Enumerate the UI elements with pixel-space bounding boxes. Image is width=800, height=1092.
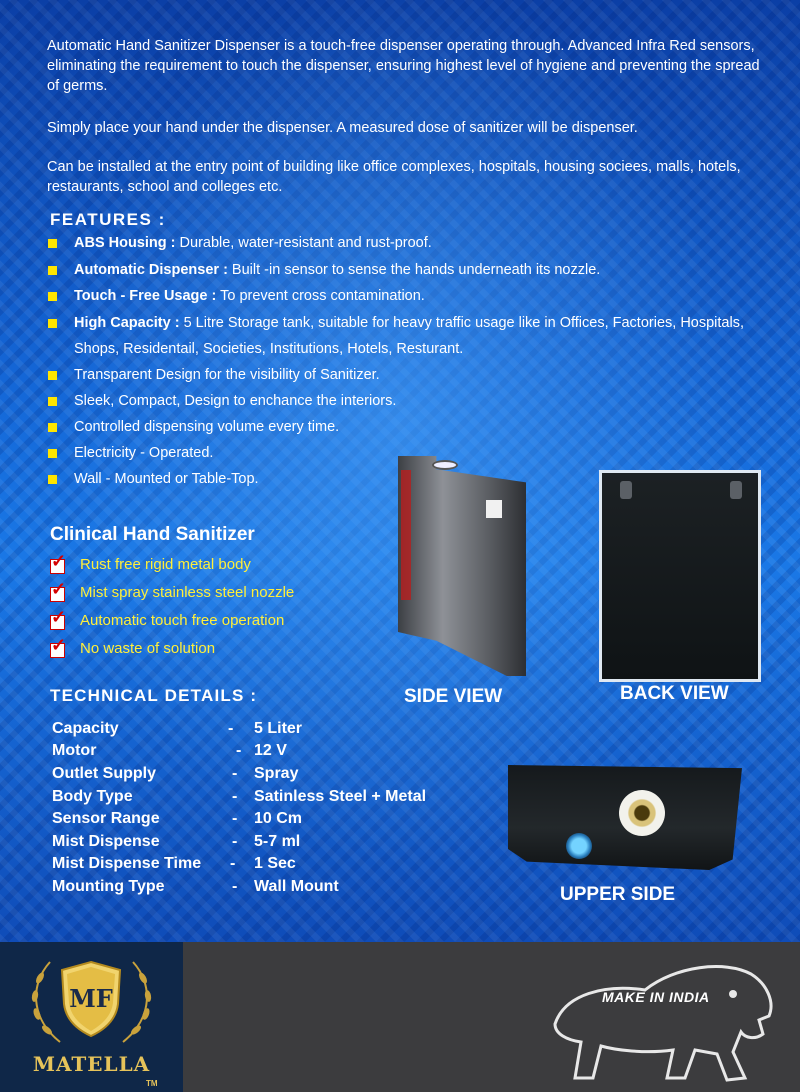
- make-in-india-lion-icon: [545, 954, 785, 1086]
- feature-text: Transparent Design for the visibility of Sanitizer.: [74, 367, 380, 383]
- technical-heading: TECHNICAL DETAILS :: [50, 686, 258, 705]
- sensor-knob-icon: [566, 833, 592, 859]
- spec-value: 5 Liter: [254, 720, 303, 737]
- spec-dash: -: [232, 810, 238, 827]
- bullet-square-icon: [48, 397, 57, 406]
- spec-value: 10 Cm: [254, 810, 303, 827]
- checkmark-icon: ✓: [51, 551, 67, 571]
- trademark: TM: [146, 1079, 158, 1088]
- bullet-square-icon: [48, 292, 57, 301]
- brand-name: MATELLA: [32, 1052, 151, 1076]
- spec-key: Mounting Type: [52, 878, 165, 895]
- intro-paragraph-2: Simply place your hand under the dispenser. A measured dose of sanitizer will be dispenser.: [47, 120, 638, 136]
- feature-bold: ABS Housing :: [74, 235, 176, 251]
- upper-side-label: UPPER SIDE: [560, 884, 676, 905]
- spec-dash: -: [230, 855, 236, 872]
- clinical-text: Mist spray stainless steel nozzle: [80, 584, 295, 601]
- bullet-square-icon: [48, 266, 57, 275]
- spec-key: Mist Dispense Time: [52, 855, 202, 872]
- spec-dash: -: [232, 833, 238, 850]
- clinical-text: No waste of solution: [80, 640, 216, 657]
- feature-text: Sleek, Compact, Design to enchance the interiors.: [74, 393, 397, 409]
- feature-text: To prevent cross contamination.: [216, 288, 425, 304]
- side-view-label: SIDE VIEW: [404, 686, 503, 707]
- spec-key: Motor: [52, 742, 97, 759]
- bullet-square-icon: [48, 239, 57, 248]
- bullet-square-icon: [48, 449, 57, 458]
- side-view-red-stripe: [401, 470, 411, 600]
- spec-dash: -: [236, 742, 242, 759]
- spec-value: Spray: [254, 765, 299, 782]
- spec-key: Body Type: [52, 788, 133, 805]
- feature-text: Wall - Mounted or Table-Top.: [74, 471, 259, 487]
- checkmark-icon: ✓: [51, 579, 67, 599]
- mount-hook-icon: [730, 481, 742, 499]
- spec-value: Wall Mount: [254, 878, 339, 895]
- feature-text: Electricity - Operated.: [74, 445, 214, 461]
- logo-monogram: MF: [69, 984, 113, 1013]
- side-view-sticker: [486, 500, 502, 518]
- mount-hook-icon: [620, 481, 632, 499]
- feature-bold: High Capacity :: [74, 315, 180, 331]
- spec-key: Sensor Range: [52, 810, 160, 827]
- brand-logo: [0, 942, 183, 1092]
- feature-text: 5 Litre Storage tank, suitable for heavy traffic usage like in Offices, Factories, Hospitals, Shops, Residentail, Societies, Institutions, Hotels, Resturant.: [74, 315, 744, 357]
- side-view-cap: [432, 460, 458, 470]
- nozzle-ring-icon: [619, 790, 665, 836]
- features-heading: FEATURES :: [50, 210, 166, 229]
- spec-value: 5-7 ml: [254, 833, 301, 850]
- feature-bold: Automatic Dispenser :: [74, 262, 228, 278]
- spec-dash: -: [232, 788, 238, 805]
- clinical-text: Rust free rigid metal body: [80, 556, 251, 573]
- checkmark-icon: ✓: [51, 635, 67, 655]
- feature-bold: Touch - Free Usage :: [74, 288, 217, 304]
- bullet-square-icon: [48, 319, 57, 328]
- spec-dash: -: [232, 878, 238, 895]
- clinical-text: Automatic touch free operation: [80, 612, 285, 629]
- back-view-label: BACK VIEW: [620, 683, 729, 704]
- spec-key: Capacity: [52, 720, 119, 737]
- spec-value: 12 V: [254, 742, 287, 759]
- footer: [0, 942, 800, 1092]
- clinical-heading: Clinical Hand Sanitizer: [50, 524, 255, 545]
- side-view-image: [398, 456, 526, 676]
- spec-key: Outlet Supply: [52, 765, 156, 782]
- intro-paragraph-1: Automatic Hand Sanitizer Dispenser is a touch-free dispenser operating through. Advanced Infra Red sensors, eliminating the requirement to touch the dispenser, ensuring highest level of hygiene and preventing the spread of germs.: [47, 38, 760, 94]
- spec-dash: -: [228, 720, 234, 737]
- bullet-square-icon: [48, 475, 57, 484]
- spec-dash: -: [232, 765, 238, 782]
- make-in-india-text: MAKE IN INDIA: [602, 989, 710, 1005]
- intro-paragraph-3: Can be installed at the entry point of building like office complexes, hospitals, housing sociees, malls, hotels, restaurants, school and colleges etc.: [47, 159, 741, 195]
- feature-text: Built -in sensor to sense the hands underneath its nozzle.: [227, 262, 601, 278]
- feature-text: Durable, water-resistant and rust-proof.: [175, 235, 432, 251]
- bullet-square-icon: [48, 423, 57, 432]
- checkmark-icon: ✓: [51, 607, 67, 627]
- spec-value: 1 Sec: [254, 855, 296, 872]
- bullet-square-icon: [48, 371, 57, 380]
- spec-key: Mist Dispense: [52, 833, 160, 850]
- feature-text: Controlled dispensing volume every time.: [74, 419, 340, 435]
- spec-value: Satinless Steel + Metal: [254, 788, 427, 805]
- back-view-image: [599, 470, 761, 682]
